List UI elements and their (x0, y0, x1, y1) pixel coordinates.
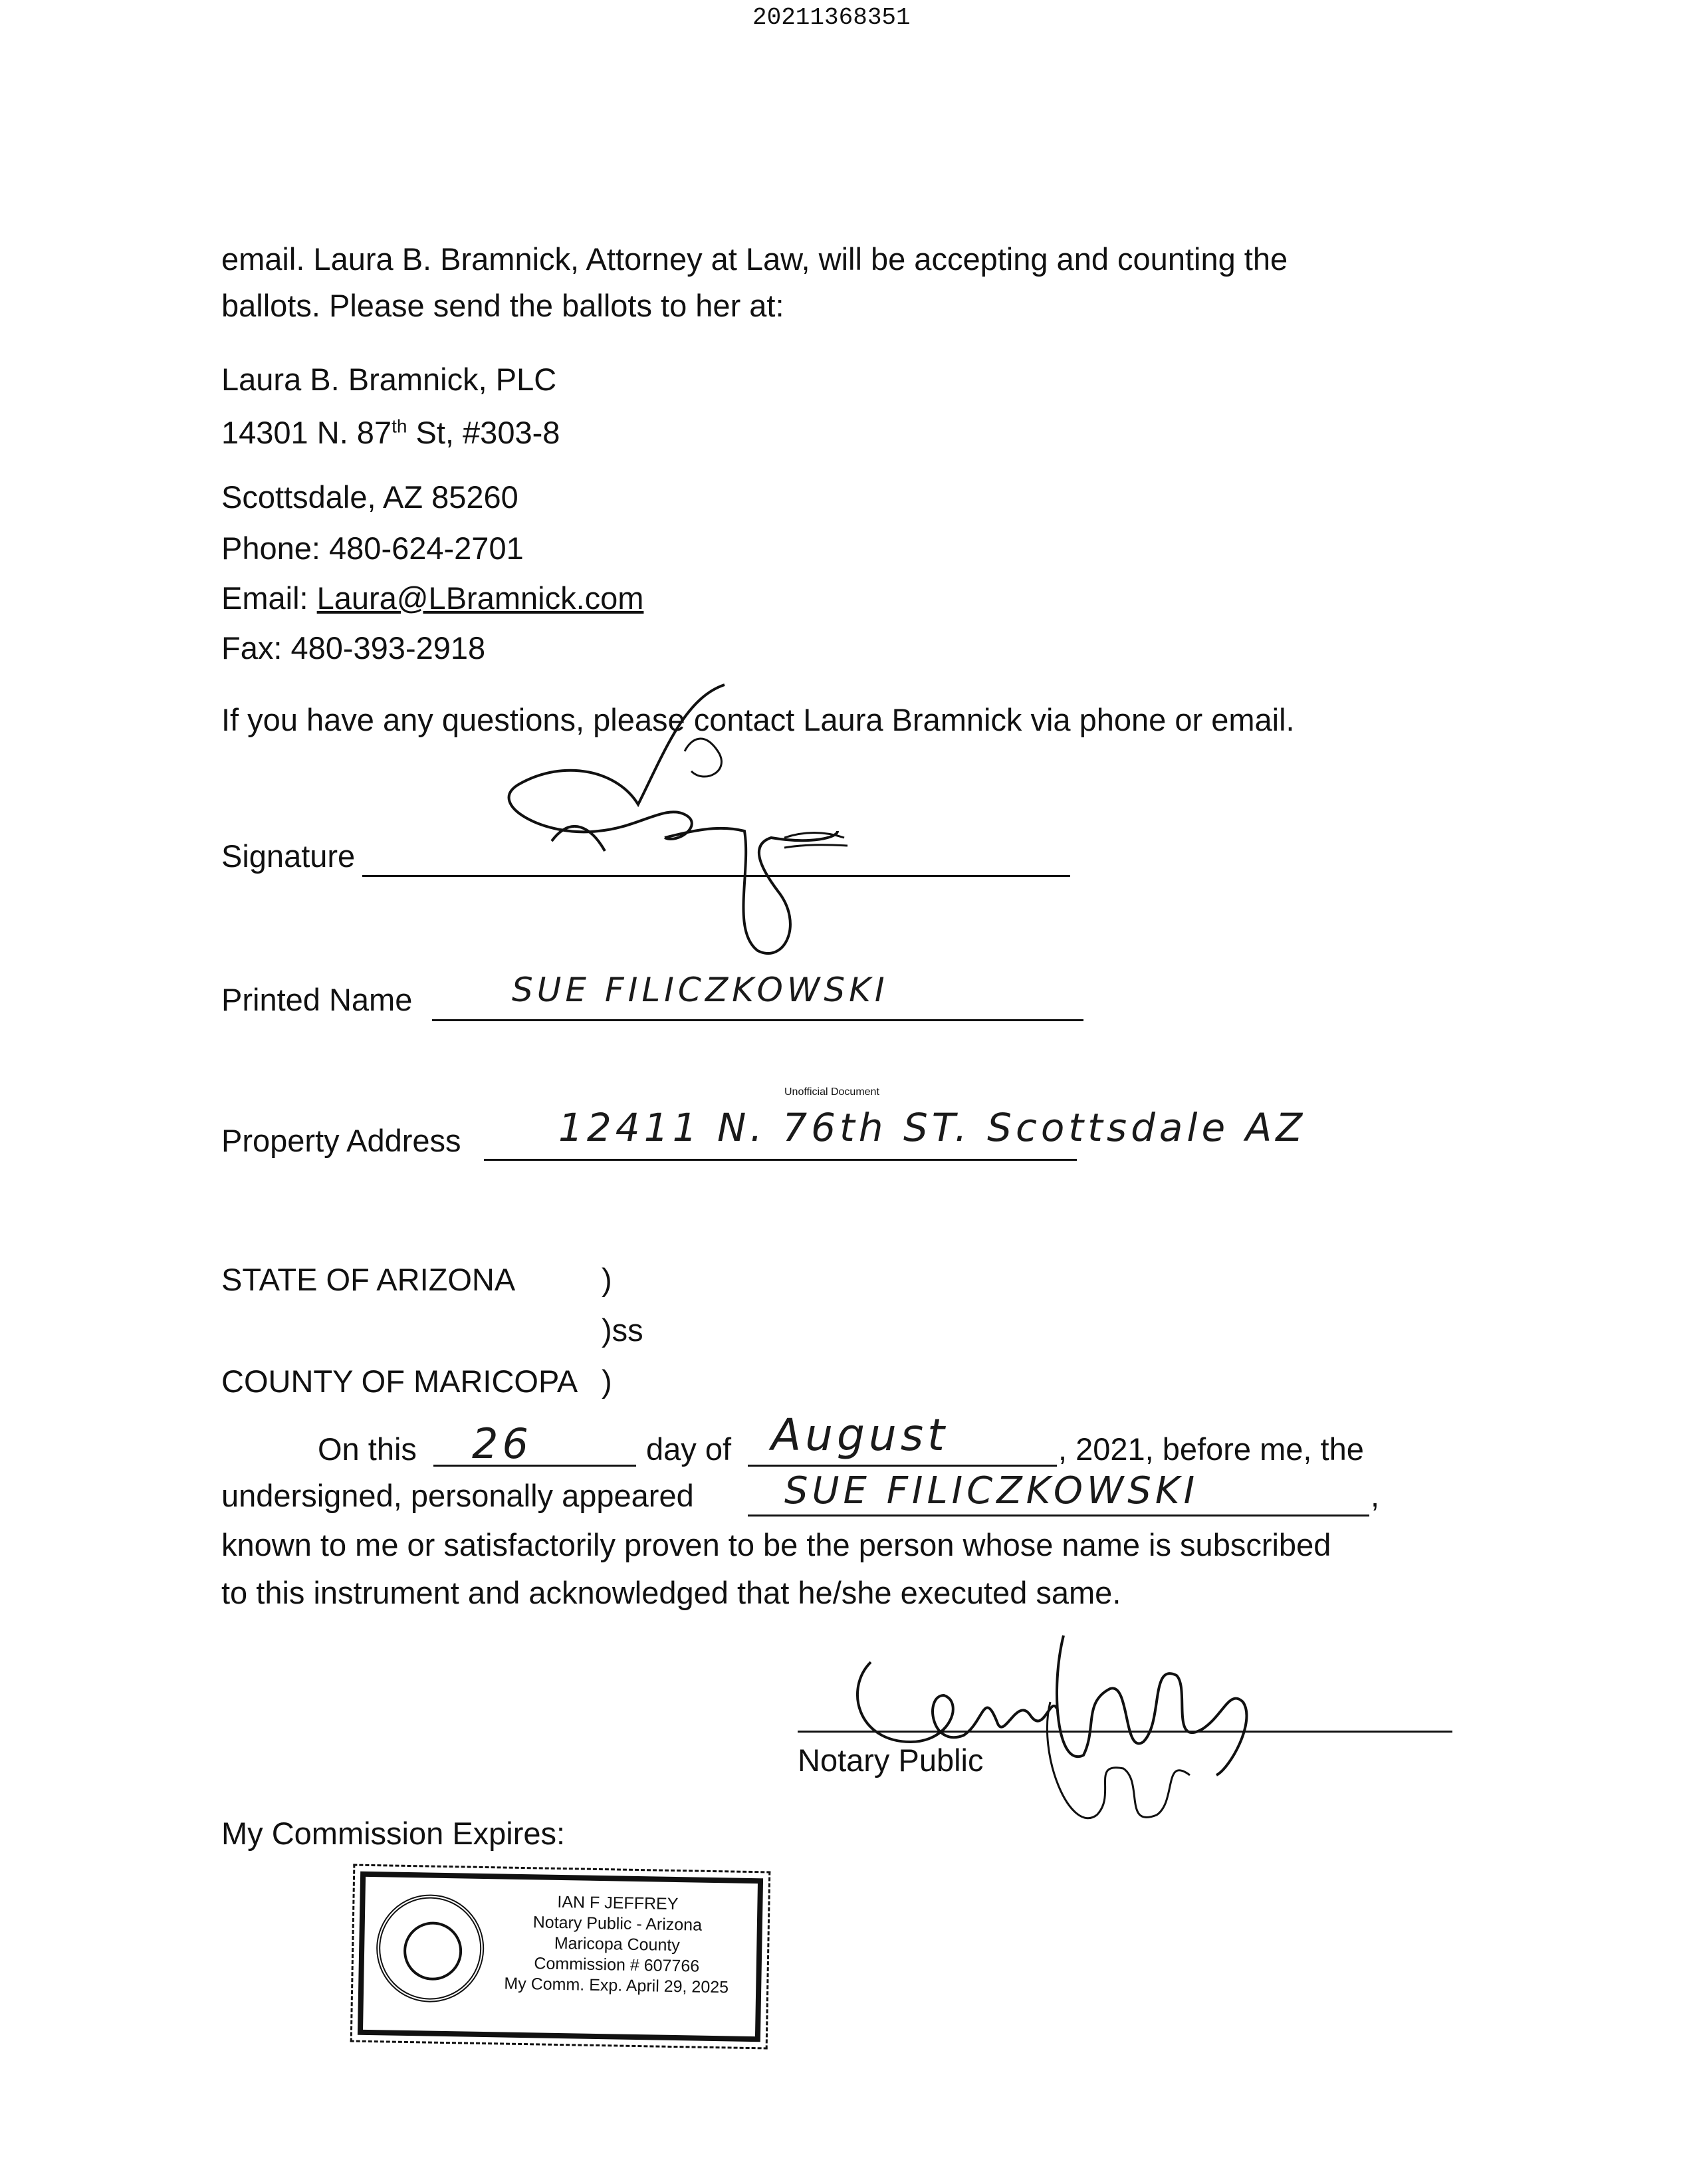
stamp-expires: My Comm. Exp. April 29, 2025 (504, 1974, 729, 1997)
appeared-line (748, 1515, 1369, 1517)
contact-fax: Fax: 480-393-2918 (221, 630, 486, 666)
questions-line: If you have any questions, please contact Laura Bramnick via phone or email. (221, 702, 1295, 737)
state-label: STATE OF ARIZONA (221, 1262, 516, 1297)
contact-address (221, 414, 560, 451)
email-label: Email: (221, 580, 317, 616)
county-paren: ) (602, 1364, 612, 1399)
ss-marker: )ss (602, 1312, 643, 1348)
contact-phone: Phone: 480-624-2701 (221, 531, 524, 566)
appeared-comma: , (1371, 1478, 1380, 1513)
known-line: known to me or satisfactorily proven to be the person whose name is subscribed (221, 1527, 1331, 1562)
year-text: , 2021, before me, the (1058, 1431, 1364, 1467)
signer-signature (465, 671, 864, 971)
property-address-line (484, 1159, 1077, 1161)
state-paren: ) (602, 1262, 612, 1297)
notary-stamp (358, 1872, 763, 2042)
notary-signature (831, 1622, 1263, 1842)
month-value: August (771, 1409, 949, 1461)
contact-email (221, 580, 643, 617)
document-number: 20211368351 (752, 4, 911, 31)
intro-line-1: email. Laura B. Bramnick, Attorney at Law, will be accepting and counting the (221, 241, 1288, 277)
appeared-value: SUE FILICZKOWSKI (784, 1469, 1199, 1513)
address-suffix: St, #303-8 (407, 415, 560, 450)
property-address-value: 12411 N. 76th ST. Scottsdale AZ (558, 1105, 1307, 1150)
stamp-title: Notary Public - Arizona (532, 1913, 703, 1935)
contact-city: Scottsdale, AZ 85260 (221, 479, 518, 515)
notary-public-label: Notary Public (798, 1743, 984, 1778)
watermark: Unofficial Document (784, 1086, 879, 1098)
day-of-text: day of (646, 1431, 732, 1467)
county-label: COUNTY OF MARICOPA (221, 1364, 578, 1399)
contact-name: Laura B. Bramnick, PLC (221, 362, 557, 397)
stamp-commission: Commission # 607766 (534, 1954, 700, 1976)
commission-expires-label: My Commission Expires: (221, 1816, 566, 1851)
printed-name-label: Printed Name (221, 982, 413, 1017)
address-prefix: 14301 N. 87 (221, 415, 392, 450)
instrument-line: to this instrument and acknowledged that he/she executed same. (221, 1575, 1121, 1610)
email-link[interactable]: Laura@LBramnick.com (316, 580, 644, 616)
notary-seal-icon (376, 1893, 485, 2003)
signature-label: Signature (221, 838, 356, 874)
property-address-label: Property Address (221, 1123, 461, 1158)
month-line (748, 1465, 1057, 1467)
appeared-text: undersigned, personally appeared (221, 1478, 694, 1513)
intro-line-2: ballots. Please send the ballots to her at: (221, 288, 784, 323)
on-this-text: On this (318, 1431, 417, 1467)
day-value: 26 (472, 1419, 532, 1468)
address-superscript: th (392, 416, 407, 437)
day-line (433, 1465, 636, 1467)
stamp-county: Maricopa County (554, 1933, 681, 1955)
printed-name-value: SUE FILICZKOWSKI (512, 971, 889, 1009)
stamp-name: IAN F JEFFREY (557, 1892, 679, 1914)
printed-name-line (432, 1019, 1083, 1021)
